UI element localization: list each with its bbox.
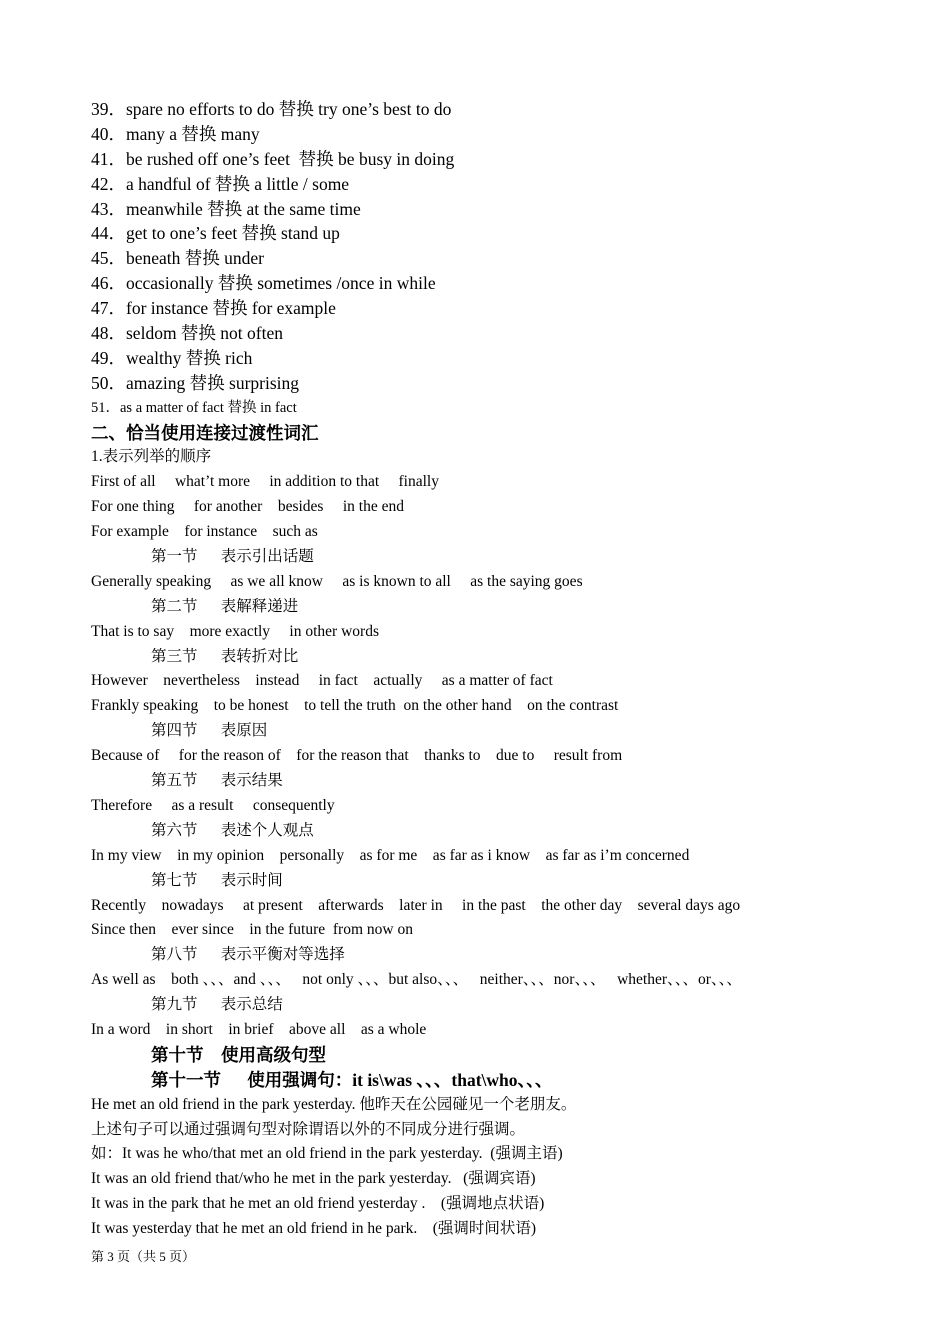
phrase-line: Because of for the reason of for the reason that thanks to due to result from (91, 747, 623, 765)
list-item: 39．spare no efforts to do 替换 try one’s best to do (91, 99, 452, 119)
section-heading: 第二节 表解释递进 (151, 597, 299, 615)
phrase-line: Since then ever since in the future from now on (91, 921, 413, 939)
section-title: 二、恰当使用连接过渡性词汇 (91, 422, 319, 443)
list-item: 42．a handful of 替换 a little / some (91, 173, 350, 194)
list-item: 40．many a 替换 many (91, 123, 260, 144)
phrase-line: Therefore as a result consequently (91, 796, 335, 814)
section-heading: 第七节 表示时间 (151, 871, 283, 889)
example-line: It was an old friend that/who he met in the park yesterday. (强调宾语) (91, 1170, 536, 1188)
list-item: 51．as a matter of fact 替换 in fact (91, 399, 297, 416)
section-heading: 第八节 表示平衡对等选择 (151, 946, 345, 964)
list-item: 46．occasionally 替换 sometimes /once in while (91, 273, 436, 294)
section-heading: 第六节 表述个人观点 (151, 821, 314, 839)
subsection-title: 1.表示列举的顺序 (91, 448, 212, 466)
list-item: 44．get to one’s feet 替换 stand up (91, 223, 340, 244)
section-heading: 第一节 表示引出话题 (151, 548, 314, 566)
phrase-line: However nevertheless instead in fact actually as a matter of fact (91, 672, 553, 690)
section-heading: 第九节 表示总结 (151, 996, 283, 1014)
page-footer: 第 3 页（共 5 页） (91, 1249, 196, 1264)
list-item: 41．be rushed off one’s feet 替换 be busy in doing (91, 148, 455, 169)
list-item: 48．seldom 替换 not often (91, 323, 283, 344)
section-heading: 第三节 表转折对比 (151, 647, 299, 665)
document-page (91, 97, 871, 1242)
phrase-line: In my view in my opinion personally as for me as far as i know as far as i’m concerned (91, 846, 690, 864)
list-item: 47．for instance 替换 for example (91, 298, 336, 319)
list-item: 43．meanwhile 替换 at the same time (91, 198, 361, 219)
phrase-line: For one thing for another besides in the end (91, 498, 404, 516)
section-heading: 第四节 表原因 (151, 722, 268, 740)
list-item: 49．wealthy 替换 rich (91, 347, 253, 368)
phrase-line: Recently nowadays at present afterwards later in in the past the other day several days ago (91, 896, 741, 914)
example-line: It was yesterday that he met an old friend in he park. (强调时间状语) (91, 1220, 537, 1238)
phrase-line: First of all what’t more in addition to that finally (91, 473, 439, 491)
list-item: 45．beneath 替换 under (91, 248, 265, 269)
replacement-list (91, 97, 871, 421)
phrase-line: For example for instance such as (91, 523, 318, 541)
phrase-line: In a word in short in brief above all as a whole (91, 1020, 427, 1038)
phrase-line: Frankly speaking to be honest to tell the truth on the other hand on the contrast (91, 697, 619, 715)
phrase-line: Generally speaking as we all know as is known to all as the saying goes (91, 572, 583, 590)
example-line: 如：It was he who/that met an old friend in the park yesterday. (强调主语) (91, 1145, 563, 1163)
section-heading-bold: 第十一节 使用强调句：it is\was 、、、that\who、、、 (151, 1069, 553, 1090)
example-line: He met an old friend in the park yesterday. 他昨天在公园碰见一个老朋友。 (91, 1095, 577, 1113)
phrase-line: As well as both 、、、and 、、、 not only 、、、but also、、、 neither、、、nor、、、 whether、、、or、、、 (91, 971, 742, 989)
list-item: 50．amazing 替换 surprising (91, 372, 300, 393)
phrase-line: That is to say more exactly in other words (91, 622, 379, 640)
example-line: 上述句子可以通过强调句型对除谓语以外的不同成分进行强调。 (91, 1120, 526, 1138)
example-line: It was in the park that he met an old friend yesterday . (强调地点状语) (91, 1195, 545, 1213)
section-heading-bold: 第十节 使用高级句型 (151, 1044, 326, 1065)
section-heading: 第五节 表示结果 (151, 772, 283, 790)
